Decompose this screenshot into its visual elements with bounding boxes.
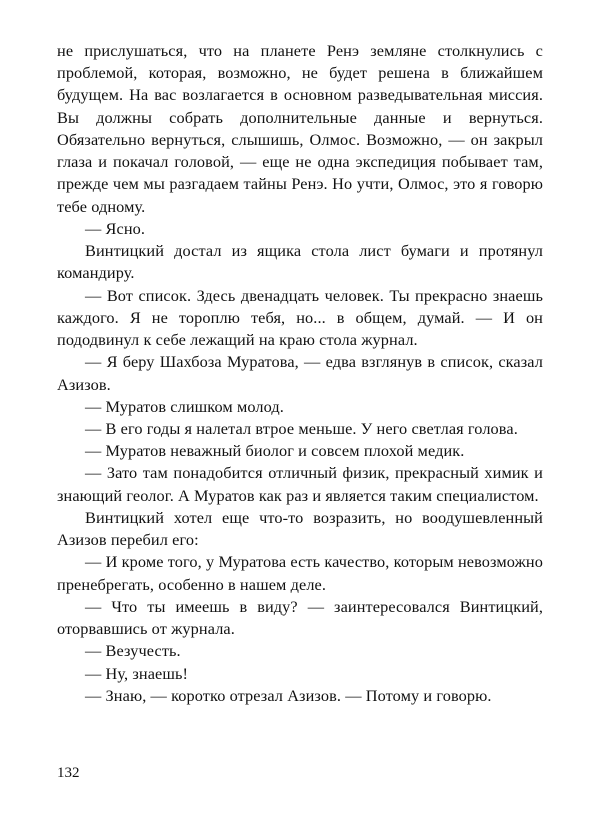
paragraph: — В его годы я налетал втрое меньше. У него светлая голова. (85, 418, 518, 438)
body-text (57, 40, 543, 707)
page-number: 132 (57, 765, 80, 781)
paragraph: — Муратов неважный биолог и совсем плохой медик. (85, 441, 465, 461)
paragraph: Винтицкий достал из ящика стола лист бумаги и протянул командиру. (57, 241, 543, 283)
paragraph: — Ясно. (85, 218, 146, 238)
paragraph: — Ну, знаешь! (85, 663, 189, 683)
paragraph: — Что ты имеешь в виду? — заинтересовался Винтицкий, оторвавшись от журнала. (57, 596, 543, 639)
paragraph: — Муратов слишком молод. (85, 396, 284, 416)
paragraph: — И кроме того, у Муратова есть качество, которым невозможно пренебрегать, особенно в нашем деле. (57, 552, 543, 594)
paragraph: — Вот список. Здесь двенадцать человек. Ты прекрасно знаешь каждого. Я не тороплю тебя, но... в общем, думай. — И он пододвинул к себе лежащий на краю стола журнал. (57, 285, 543, 350)
paragraph: — Я беру Шахбоза Муратова, — едва взглянув в список, сказал Азизов. (57, 352, 543, 394)
paragraph: не прислушаться, что на планете Ренэ земляне столкнулись с проблемой, которая, возможно, не будет решена в ближайшем будущем. На вас возлагается в основном разведывательная миссия. Вы должны собрать дополнительные данные и вернуться. Обязательно вернуться, слышишь, Олмос. Возможно, — он закрыл глаза и покачал головой, — еще не одна экспедиция побывает там, прежде чем мы разгадаем тайны Ренэ. Но учти, Олмос, это я говорю тебе одному. (57, 41, 543, 216)
paragraph: — Знаю, — коротко отрезал Азизов. — Потому и говорю. (85, 685, 492, 705)
paragraph: Винтицкий хотел еще что-то возразить, но воодушевленный Азизов перебил его: (57, 507, 543, 550)
paragraph: — Зато там понадобится отличный физик, прекрасный химик и знающий геолог. А Муратов как раз и является таким специалистом. (57, 463, 543, 505)
paragraph: — Везучесть. (85, 641, 181, 661)
